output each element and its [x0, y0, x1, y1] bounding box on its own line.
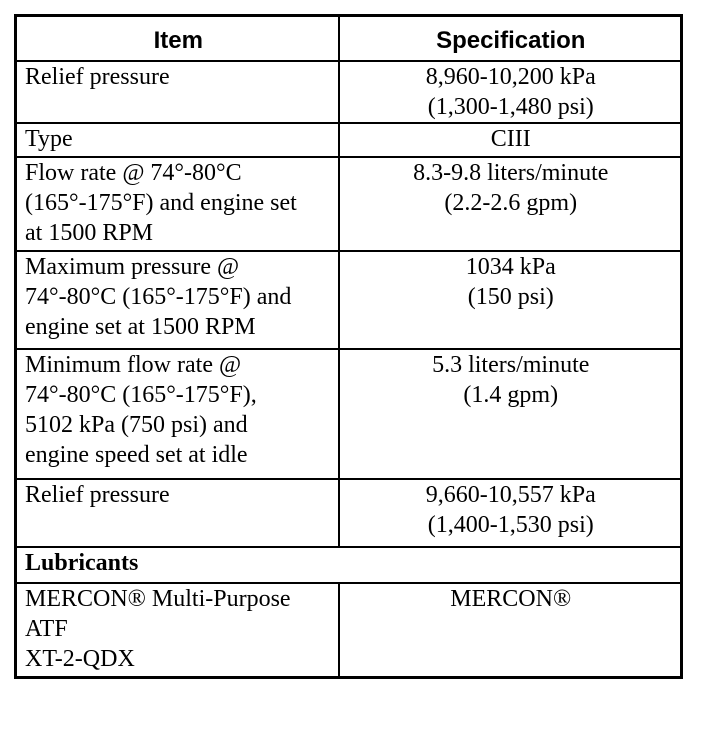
item-line: 74°-80°C (165°-175°F) and	[25, 284, 292, 310]
item-cell	[16, 123, 339, 157]
spec-line: CIII	[490, 126, 531, 152]
item-line: Relief pressure	[25, 64, 170, 90]
spec-line: 9,660-10,557 kPa	[425, 482, 596, 508]
section-heading: Lubricants	[16, 547, 682, 583]
item-line: (165°-175°F) and engine set	[25, 190, 297, 216]
table-row	[16, 123, 682, 157]
spec-line: (150 psi)	[467, 284, 554, 310]
spec-line: 8.3-9.8 liters/minute	[413, 160, 609, 186]
spec-line: 5.3 liters/minute	[432, 352, 590, 378]
section-row-lubricants	[16, 547, 682, 583]
spec-line: (2.2-2.6 gpm)	[444, 190, 578, 216]
spec-line: (1.4 gpm)	[463, 382, 559, 408]
table-header-row	[16, 16, 682, 62]
spec-line: (1,400-1,530 psi)	[427, 512, 594, 538]
spec-cell	[339, 61, 682, 123]
item-line: ATF	[25, 616, 68, 642]
spec-line: MERCON®	[450, 586, 572, 612]
spec-cell	[339, 251, 682, 349]
item-line: MERCON® Multi-Purpose	[25, 586, 291, 612]
spec-line: (1,300-1,480 psi)	[427, 94, 594, 120]
table-row	[16, 61, 682, 123]
item-cell	[16, 583, 339, 677]
spec-cell	[339, 583, 682, 677]
item-line: at 1500 RPM	[25, 220, 154, 246]
header-specification: Specification	[339, 16, 682, 62]
table-row	[16, 251, 682, 349]
item-cell	[16, 349, 339, 479]
spec-line: 1034 kPa	[465, 254, 556, 280]
item-line: 5102 kPa (750 psi) and	[25, 412, 248, 438]
item-line: engine speed set at idle	[25, 442, 248, 468]
item-line: Minimum flow rate @	[25, 352, 242, 378]
header-item: Item	[16, 16, 339, 62]
item-line: Maximum pressure @	[25, 254, 240, 280]
item-line: Flow rate @ 74°-80°C	[25, 160, 242, 186]
table-row	[16, 157, 682, 251]
spec-cell	[339, 157, 682, 251]
item-line: engine set at 1500 RPM	[25, 314, 256, 340]
item-line: Type	[25, 126, 73, 152]
table-row	[16, 349, 682, 479]
spec-cell	[339, 349, 682, 479]
item-line: XT-2-QDX	[25, 646, 135, 672]
item-cell	[16, 251, 339, 349]
item-line: Relief pressure	[25, 482, 170, 508]
item-cell	[16, 479, 339, 547]
item-cell	[16, 157, 339, 251]
spec-cell	[339, 479, 682, 547]
spec-line: 8,960-10,200 kPa	[425, 64, 596, 90]
item-line: 74°-80°C (165°-175°F),	[25, 382, 257, 408]
specification-table	[14, 14, 683, 679]
item-cell	[16, 61, 339, 123]
table-row	[16, 479, 682, 547]
table-row	[16, 583, 682, 677]
spec-cell	[339, 123, 682, 157]
